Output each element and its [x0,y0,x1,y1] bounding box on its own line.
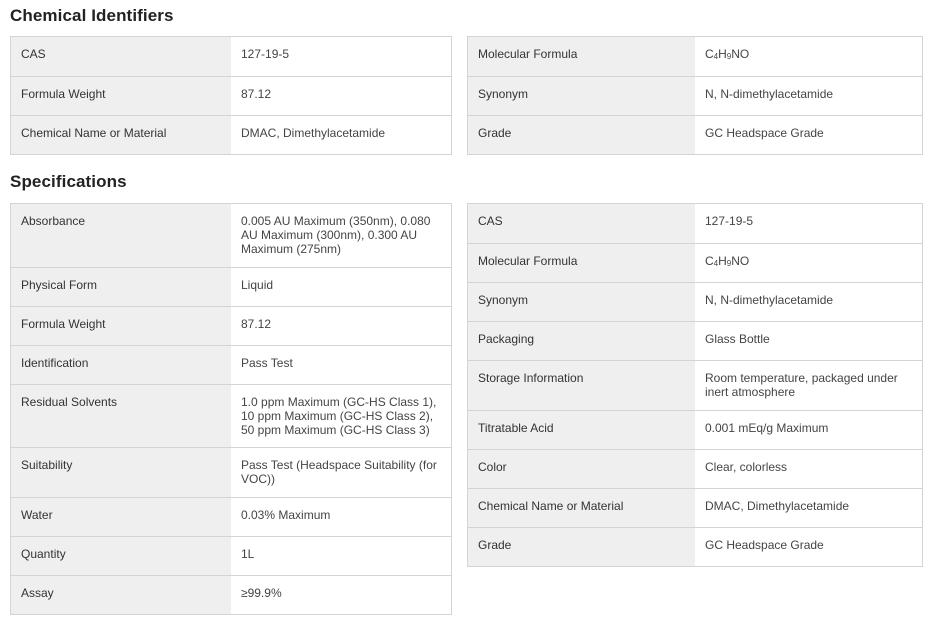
table-row [11,204,451,267]
row-label: Suitability [11,448,231,497]
row-value: 127-19-5 [695,204,922,243]
table-row [11,37,451,76]
row-value: $C_4H_9NO$ [695,244,922,282]
row-value: N, N-dimethylacetamide [695,77,922,115]
row-value: Glass Bottle [695,322,922,360]
table-row [468,410,922,449]
row-value: ≥99.9% [231,576,451,614]
row-value: 0.001 mEq/g Maximum [695,411,922,449]
row-label: Chemical Name or Material [11,116,231,154]
table-row [11,306,451,345]
row-value: Room temperature, packaged under inert atmosphere [695,361,922,410]
row-label: Assay [11,576,231,614]
table-row [468,282,922,321]
row-label: Absorbance [11,204,231,267]
row-label: Chemical Name or Material [468,489,695,527]
table-row [11,345,451,384]
specifications-table-left [10,203,452,615]
table-row [468,115,922,154]
row-value: Liquid [231,268,451,306]
row-label: Water [11,498,231,536]
row-value: 127-19-5 [231,37,451,76]
row-value: 87.12 [231,307,451,345]
row-label: Quantity [11,537,231,575]
row-value: GC Headspace Grade [695,116,922,154]
row-value: GC Headspace Grade [695,528,922,566]
row-label: Molecular Formula [468,37,695,76]
row-label: Titratable Acid [468,411,695,449]
table-row [11,497,451,536]
row-label: Molecular Formula [468,244,695,282]
row-value: 1.0 ppm Maximum (GC-HS Class 1), 10 ppm Maximum (GC-HS Class 2), 50 ppm Maximum (GC-HS Class 3) [231,385,451,447]
row-value: N, N-dimethylacetamide [695,283,922,321]
chemical-identifiers-heading: Chemical Identifiers [10,6,174,25]
row-value: Pass Test [231,346,451,384]
row-label: Physical Form [11,268,231,306]
row-label: Color [468,450,695,488]
table-row [11,384,451,447]
table-row [468,527,922,566]
row-label: CAS [468,204,695,243]
table-row [11,76,451,115]
table-row [468,37,922,76]
row-label: Packaging [468,322,695,360]
row-label: Synonym [468,283,695,321]
specifications-table-right [467,203,923,567]
row-label: Grade [468,528,695,566]
row-value: $C_4H_9NO$ [695,37,922,76]
table-row [468,243,922,282]
row-value: 87.12 [231,77,451,115]
row-label: Formula Weight [11,307,231,345]
table-row [468,76,922,115]
row-value: 0.03% Maximum [231,498,451,536]
table-row [11,536,451,575]
row-value: Pass Test (Headspace Suitability (for VOC)) [231,448,451,497]
row-label: CAS [11,37,231,76]
table-row [468,488,922,527]
row-label: Storage Information [468,361,695,410]
identifiers-table-left [10,36,452,155]
table-row [11,115,451,154]
table-row [468,360,922,410]
row-value: 0.005 AU Maximum (350nm), 0.080 AU Maximum (300nm), 0.300 AU Maximum (275nm) [231,204,451,267]
row-value: Clear, colorless [695,450,922,488]
row-label: Residual Solvents [11,385,231,447]
table-row [11,575,451,614]
specifications-heading: Specifications [10,172,127,191]
row-label: Synonym [468,77,695,115]
row-value: 1L [231,537,451,575]
row-value: DMAC, Dimethylacetamide [695,489,922,527]
table-row [468,321,922,360]
table-row [11,267,451,306]
row-label: Formula Weight [11,77,231,115]
identifiers-table-right [467,36,923,155]
row-label: Identification [11,346,231,384]
row-value: DMAC, Dimethylacetamide [231,116,451,154]
row-label: Grade [468,116,695,154]
table-row [11,447,451,497]
table-row [468,204,922,243]
table-row [468,449,922,488]
